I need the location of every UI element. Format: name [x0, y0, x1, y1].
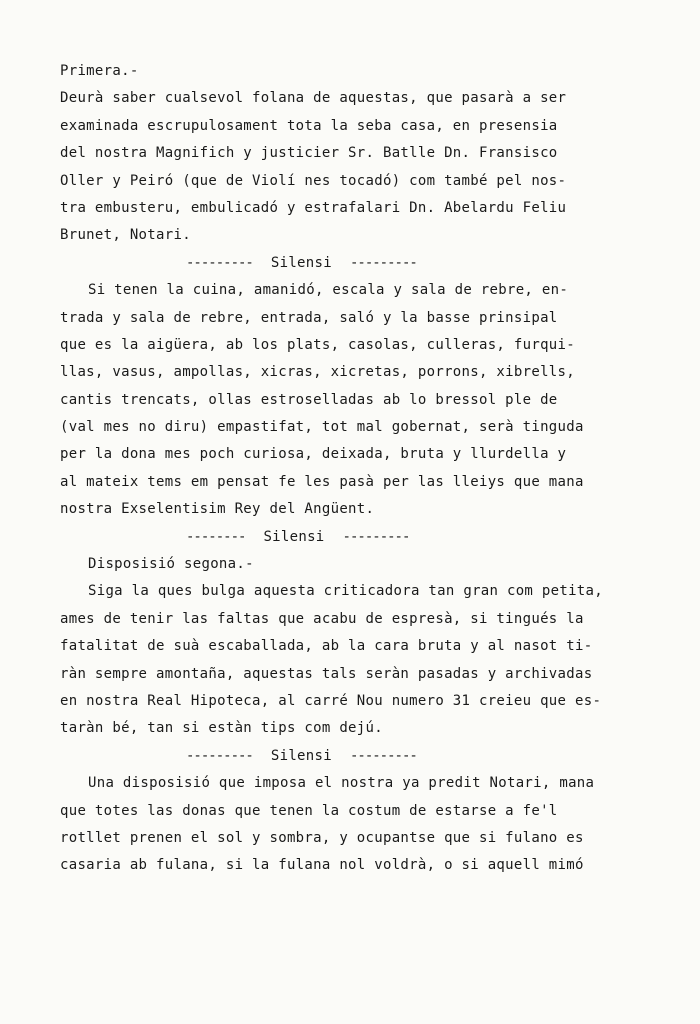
- text-line: que totes las donas que tenen la costum de estarse a fe'l: [60, 802, 558, 819]
- separator-dashes-right: ---------: [349, 747, 417, 764]
- separator-word: Silensi: [263, 528, 325, 545]
- separator-dashes-left: ---------: [186, 254, 253, 271]
- text-line: tra embusteru, embulicadó y estrafalari Dn. Abelardu Feliu: [60, 199, 567, 216]
- separator-silensi: [60, 250, 670, 277]
- section-heading-disposisio-segona: Disposisió segona.-: [88, 556, 254, 573]
- paragraph-criticadora: [60, 578, 670, 742]
- section-heading-primera: Primera.-: [60, 63, 139, 79]
- text-line: casaria ab fulana, si la fulana nol voldrà, o si aquell mimó: [60, 857, 584, 874]
- text-line: fatalitat de suà escaballada, ab la cara bruta y al nasot ti-: [60, 638, 593, 655]
- separator-dashes-left: ---------: [186, 747, 253, 764]
- text-line: Brunet, Notari.: [60, 227, 191, 244]
- text-line: ames de tenir las faltas que acabu de espresà, si tingués la: [60, 610, 584, 627]
- text-line: al mateix tems em pensat fe les pasà per las lleiys que mana: [60, 473, 584, 490]
- text-line: ràn sempre amontaña, aquestas tals seràn pasadas y archivadas: [60, 665, 593, 682]
- text-line: del nostra Magnifich y justicier Sr. Batlle Dn. Fransisco: [60, 145, 558, 162]
- text-line: Oller y Peiró (que de Violí nes tocadó) com també pel nos-: [60, 172, 567, 189]
- paragraph-cuina: [60, 277, 670, 524]
- separator-dashes-right: ---------: [349, 254, 417, 271]
- text-line: que es la aigüera, ab los plats, casolas, culleras, furqui-: [60, 336, 575, 353]
- separator-word: Silensi: [270, 254, 332, 271]
- text-line: llas, vasus, ampollas, xicras, xicretas, porrons, xibrells,: [60, 364, 575, 381]
- text-line: Si tenen la cuina, amanidó, escala y sala de rebre, en-: [88, 282, 569, 299]
- text-line: taràn bé, tan si estàn tips com dejú.: [60, 720, 383, 737]
- text-line: Deurà saber cualsevol folana de aquestas, que pasarà a ser: [60, 90, 567, 107]
- paragraph-primera-body: [60, 85, 670, 249]
- text-line: en nostra Real Hipoteca, al carré Nou numero 31 creieu que es-: [60, 692, 602, 709]
- paragraph-disposisio-notari: [60, 770, 670, 880]
- separator-dashes-left: --------: [186, 528, 246, 545]
- text-line: Siga la ques bulga aquesta criticadora tan gran com petita,: [88, 583, 603, 600]
- text-line: Una disposisió que imposa el nostra ya predit Notari, mana: [88, 775, 595, 792]
- separator-word: Silensi: [270, 747, 332, 764]
- text-line: rotllet prenen el sol y sombra, y ocupantse que si fulano es: [60, 829, 584, 846]
- text-line: cantis trencats, ollas estroselladas ab lo bressol ple de: [60, 391, 558, 408]
- separator-dashes-right: ---------: [342, 528, 410, 545]
- text-line: per la dona mes poch curiosa, deixada, bruta y llurdella y: [60, 446, 567, 463]
- text-line: trada y sala de rebre, entrada, saló y la basse prinsipal: [60, 309, 558, 326]
- text-line: (val mes no diru) empastifat, tot mal gobernat, serà tinguda: [60, 419, 584, 436]
- text-line: examinada escrupulosament tota la seba casa, en presensia: [60, 117, 558, 134]
- text-line: nostra Exselentisim Rey del Angüent.: [60, 501, 375, 518]
- separator-silensi: [60, 743, 670, 770]
- separator-silensi: [60, 524, 670, 551]
